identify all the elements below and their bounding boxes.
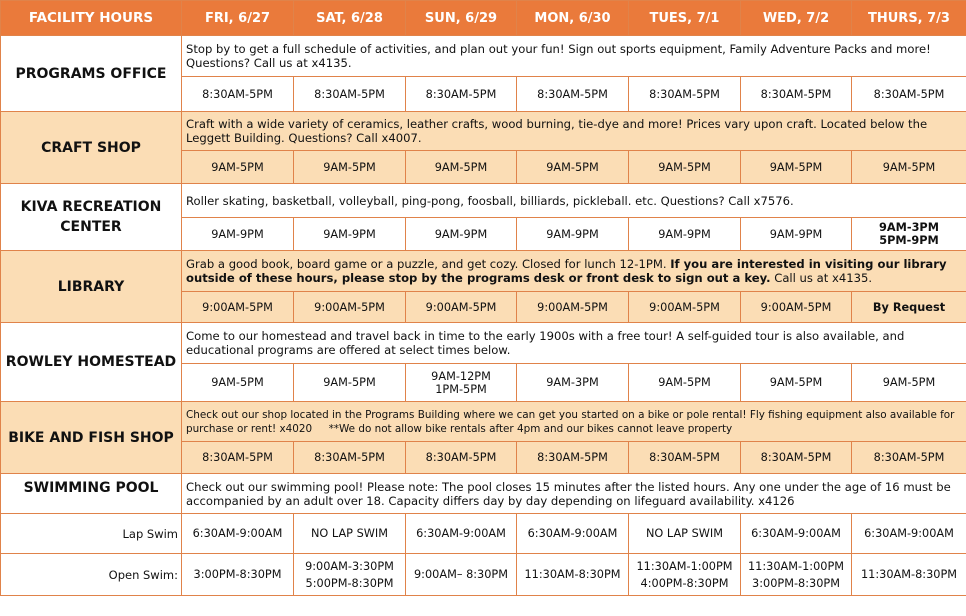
hours-cell: 8:30AM-5PM xyxy=(406,442,517,474)
hours-line: 11:30AM-1:00PM xyxy=(747,559,845,573)
facility-description: Roller skating, basketball, volleyball, ping-pong, foosball, billiards, pickleball. etc. Questions? Call x7576. xyxy=(182,184,966,218)
hours-cell: 9AM-5PM xyxy=(294,364,406,402)
hours-cell: 8:30AM-5PM xyxy=(852,442,966,474)
hours-cell: 6:30AM-9:00AM xyxy=(517,514,629,554)
rowley-desc-row xyxy=(1,323,966,364)
day-header: SUN, 6/29 xyxy=(406,1,517,36)
hours-cell: 8:30AM-5PM xyxy=(406,77,517,112)
hours-line: 9AM-12PM xyxy=(431,369,491,383)
facility-name: SWIMMING POOL xyxy=(1,474,182,514)
programs-office-desc-row xyxy=(1,36,966,77)
hours-cell: 8:30AM-5PM xyxy=(852,77,966,112)
hours-cell: NO LAP SWIM xyxy=(294,514,406,554)
hours-cell: 8:30AM-5PM xyxy=(182,77,294,112)
hours-line: 5PM-9PM xyxy=(879,234,939,247)
hours-cell xyxy=(741,554,852,596)
hours-cell: 9AM-5PM xyxy=(406,151,517,184)
hours-cell: 9AM-5PM xyxy=(629,151,741,184)
hours-cell: 9:00AM-5PM xyxy=(182,292,294,323)
hours-cell: 9:00AM-5PM xyxy=(517,292,629,323)
facility-description: Stop by to get a full schedule of activities, and plan out your fun! Sign out sports equipment, Family Adventure Packs and more! Questions? Call us at x4135. xyxy=(182,36,966,77)
hours-cell xyxy=(406,554,517,596)
hours-cell: 6:30AM-9:00AM xyxy=(406,514,517,554)
hours-cell xyxy=(406,364,517,402)
hours-cell: 9AM-9PM xyxy=(629,218,741,251)
facility-name: KIVA RECREATION CENTER xyxy=(1,184,182,251)
hours-cell: 9AM-5PM xyxy=(852,151,966,184)
hours-cell: 9AM-5PM xyxy=(182,151,294,184)
hours-line: 11:30AM-8:30PM xyxy=(860,568,958,581)
hours-cell: 8:30AM-5PM xyxy=(182,442,294,474)
library-desc-row xyxy=(1,251,966,292)
hours-cell: 9AM-5PM xyxy=(629,364,741,402)
hours-cell: 6:30AM-9:00AM xyxy=(852,514,966,554)
hours-cell xyxy=(294,554,406,596)
hours-cell: 9AM-9PM xyxy=(294,218,406,251)
facility-description: Craft with a wide variety of ceramics, leather crafts, wood burning, tie-dye and more! Prices vary upon craft. Located below the Leggett Building. Questions? Call x4007. xyxy=(182,112,966,151)
hours-cell: 9AM-5PM xyxy=(741,151,852,184)
hours-cell xyxy=(852,554,966,596)
hours-cell: 8:30AM-5PM xyxy=(741,77,852,112)
facility-description: Check out our shop located in the Programs Building where we can get you started on a bike or pole rental! Fly fishing equipment also available for purchase or rent! x4020 **We do not allow bike rentals after 4pm and our bikes cannot leave property xyxy=(182,402,966,442)
description-text: Grab a good book, board game or a puzzle, and get cozy. Closed for lunch 12-1PM. xyxy=(186,257,667,271)
day-header: WED, 7/2 xyxy=(741,1,852,36)
facility-name: BIKE AND FISH SHOP xyxy=(1,402,182,474)
day-header: FRI, 6/27 xyxy=(182,1,294,36)
hours-cell: 8:30AM-5PM xyxy=(517,442,629,474)
hours-cell: 6:30AM-9:00AM xyxy=(182,514,294,554)
hours-cell: 9:00AM-5PM xyxy=(294,292,406,323)
hours-cell: 8:30AM-5PM xyxy=(741,442,852,474)
open-swim-label: Open Swim: xyxy=(1,554,182,596)
hours-line: 11:30AM-1:00PM xyxy=(636,559,733,573)
facility-name: PROGRAMS OFFICE xyxy=(1,36,182,112)
day-header: SAT, 6/28 xyxy=(294,1,406,36)
facility-description: Come to our homestead and travel back in time to the early 1900s with a free tour! A self-guided tour is also available, and educational programs are offered at select times below. xyxy=(182,323,966,364)
facility-name: LIBRARY xyxy=(1,251,182,323)
hours-cell: 9:00AM-5PM xyxy=(406,292,517,323)
hours-line: 9:00AM-3:30PM xyxy=(305,559,394,573)
hours-cell: 9AM-9PM xyxy=(182,218,294,251)
hours-cell: 9AM-5PM xyxy=(182,364,294,402)
day-header: TUES, 7/1 xyxy=(629,1,741,36)
pool-desc-row xyxy=(1,474,966,514)
hours-cell: 9AM-5PM xyxy=(741,364,852,402)
hours-cell xyxy=(182,554,294,596)
hours-cell: By Request xyxy=(852,292,966,323)
hours-cell: 9AM-9PM xyxy=(517,218,629,251)
hours-cell xyxy=(517,554,629,596)
description-emphasis: If you are interested in visiting our library outside of these hours, please stop by the programs desk or front desk to sign out a key. xyxy=(186,257,947,285)
description-text: Call us at x4135. xyxy=(774,271,873,285)
facility-hours-header: FACILITY HOURS xyxy=(1,1,182,36)
hours-cell xyxy=(852,218,966,251)
day-header: MON, 6/30 xyxy=(517,1,629,36)
hours-cell: NO LAP SWIM xyxy=(629,514,741,554)
facility-description xyxy=(182,251,966,292)
hours-cell: 8:30AM-5PM xyxy=(629,77,741,112)
hours-line: 4:00PM-8:30PM xyxy=(640,576,729,590)
hours-line: 11:30AM-8:30PM xyxy=(524,568,621,581)
lap-swim-label: Lap Swim xyxy=(1,514,182,554)
hours-cell: 9AM-3PM xyxy=(517,364,629,402)
hours-cell: 9AM-5PM xyxy=(517,151,629,184)
hours-line: 5:00PM-8:30PM xyxy=(305,576,394,590)
open-swim-row xyxy=(1,554,966,596)
kiva-desc-row xyxy=(1,184,966,218)
hours-cell: 9AM-9PM xyxy=(741,218,852,251)
facility-name: ROWLEY HOMESTEAD xyxy=(1,323,182,402)
hours-cell: 8:30AM-5PM xyxy=(517,77,629,112)
hours-line: 3:00PM-8:30PM xyxy=(752,576,840,590)
hours-line: 1PM-5PM xyxy=(435,382,487,396)
day-header: THURS, 7/3 xyxy=(852,1,966,36)
facility-name: CRAFT SHOP xyxy=(1,112,182,184)
hours-line: 9AM-3PM xyxy=(879,221,939,234)
hours-cell: 9:00AM-5PM xyxy=(741,292,852,323)
hours-cell: 8:30AM-5PM xyxy=(629,442,741,474)
craft-shop-desc-row xyxy=(1,112,966,151)
hours-line: 3:00PM-8:30PM xyxy=(193,568,282,581)
hours-cell xyxy=(629,554,741,596)
header-row xyxy=(1,1,966,36)
hours-cell: 9:00AM-5PM xyxy=(629,292,741,323)
hours-cell: 9AM-5PM xyxy=(294,151,406,184)
hours-cell: 9AM-5PM xyxy=(852,364,966,402)
lap-swim-row xyxy=(1,514,966,554)
hours-cell: 8:30AM-5PM xyxy=(294,77,406,112)
facility-description: Check out our swimming pool! Please note: The pool closes 15 minutes after the listed hours. Any one under the age of 16 must be accompanied by an adult over 18. Capacity differs day by day depending on lifeguard availability. x4126 xyxy=(182,474,966,514)
hours-cell: 9AM-9PM xyxy=(406,218,517,251)
bike-fish-desc-row xyxy=(1,402,966,442)
hours-cell: 8:30AM-5PM xyxy=(294,442,406,474)
hours-cell: 6:30AM-9:00AM xyxy=(741,514,852,554)
hours-line: 9:00AM– 8:30PM xyxy=(413,568,508,581)
